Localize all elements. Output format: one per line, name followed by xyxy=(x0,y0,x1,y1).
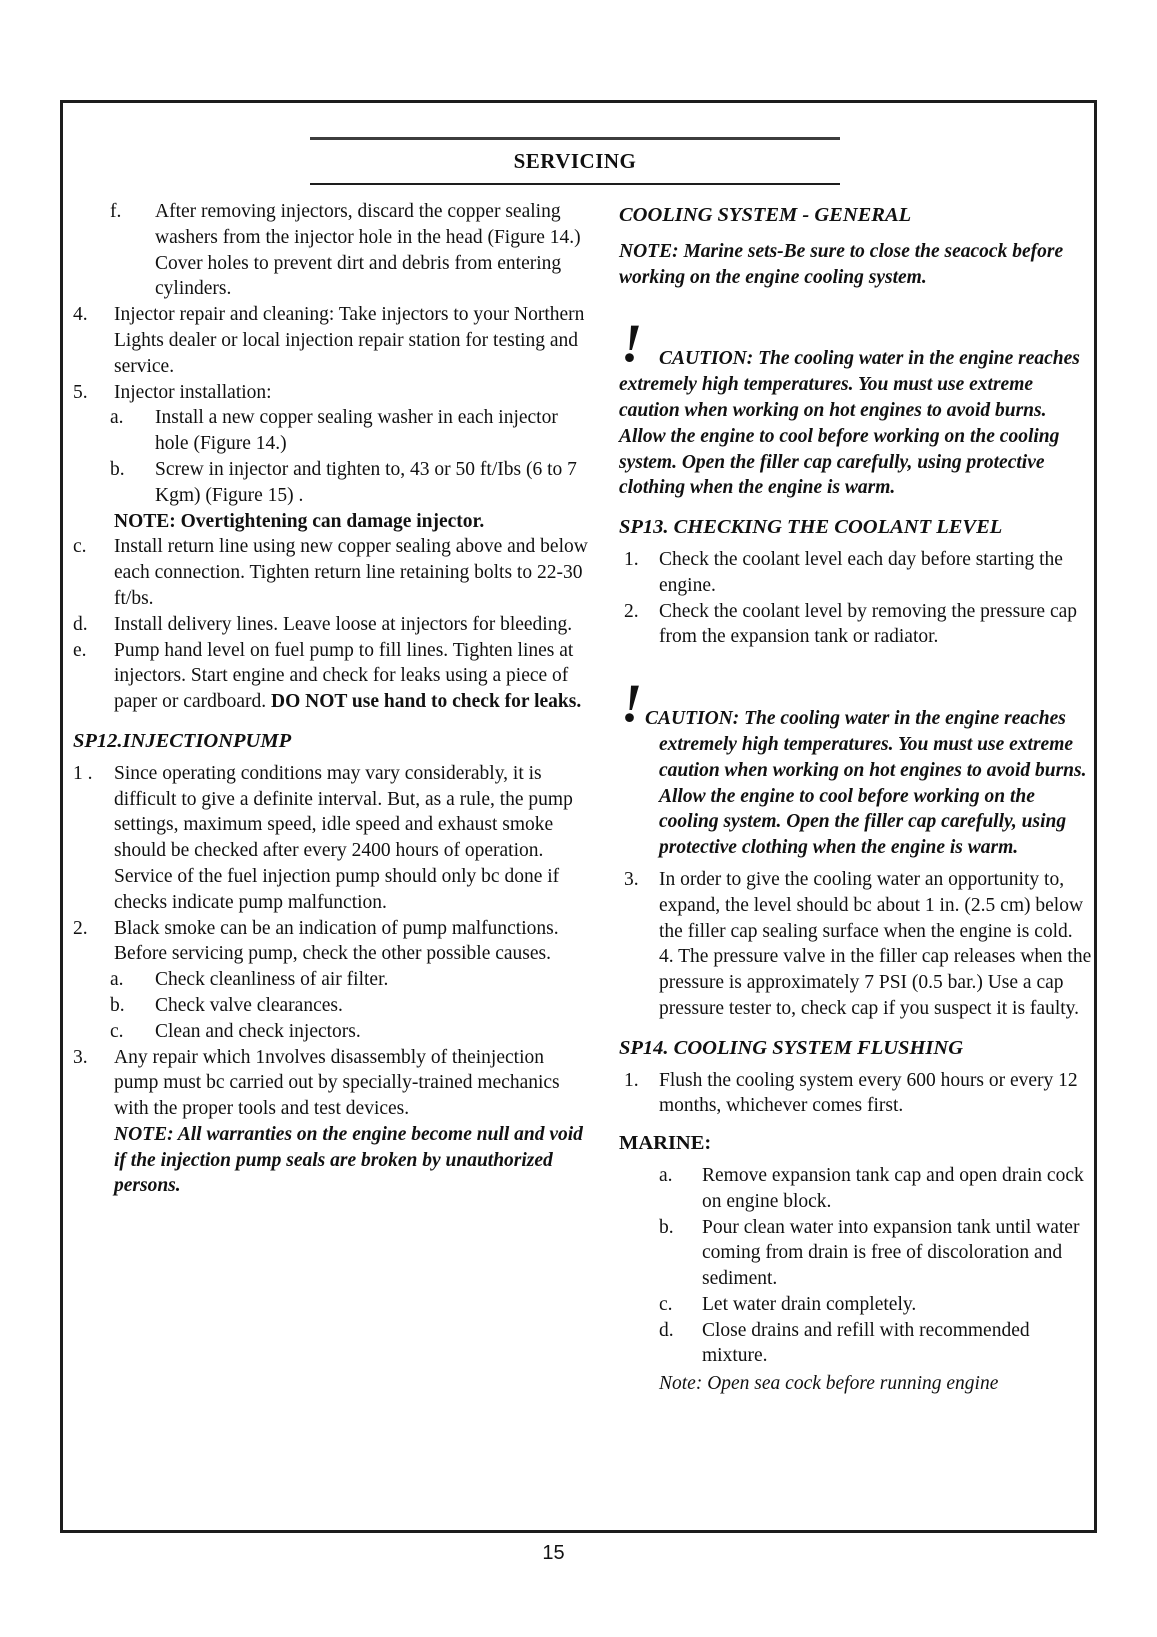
list-marker: 3. xyxy=(624,868,639,890)
list-marker: b. xyxy=(110,458,125,480)
list-text: Injector repair and cleaning: Take injectors to your Northern Lights dealer or local injection repair station for testing and service. xyxy=(114,304,585,377)
list-marker: a. xyxy=(110,407,124,429)
list-text: Close drains and refill with recommended mixture. xyxy=(702,1319,1030,1367)
list-marker: 3. xyxy=(73,1046,88,1068)
sp13-item-3 xyxy=(619,867,1092,1022)
list-marker: 2. xyxy=(73,917,88,939)
list-text: Screw in injector and tighten to, 43 or 50 ft/Ibs (6 to 7 Kgm) (Figure 15) . xyxy=(155,458,577,506)
sp14-item-1 xyxy=(619,1068,1092,1120)
caution-block-sp13 xyxy=(619,673,1092,861)
page-number: 15 xyxy=(542,1542,565,1564)
list-marker: 2. xyxy=(624,600,639,622)
list-text: In order to give the cooling water an opportunity to, expand, the level should bc about 1 in. (2.5 cm) below the filler cap sealing surface when the engine is cold. 4. The pressure valve in the filler cap releases when the pressure is approximately 7 PSI (0.5 bar.) Use a cap pressure tester to, check cap if you suspect it is faulty. xyxy=(659,868,1092,1019)
list-text: Remove expansion tank cap and open drain cock on engine block. xyxy=(702,1164,1084,1212)
sp12-item-3 xyxy=(73,1045,590,1200)
list-text: Check valve clearances. xyxy=(155,994,343,1016)
section-heading-sp12: SP12.INJECTIONPUMP xyxy=(73,729,292,752)
note-overtightening xyxy=(73,509,590,535)
list-marker: d. xyxy=(73,613,88,635)
list-text: Install delivery lines. Leave loose at injectors for bleeding. xyxy=(114,613,573,635)
sp12-item-2 xyxy=(73,916,590,968)
sp12-item-1 xyxy=(73,761,590,916)
page-border xyxy=(60,100,1097,1533)
list-marker: b. xyxy=(110,994,125,1016)
list-text: Clean and check injectors. xyxy=(155,1020,361,1042)
caution-block-general xyxy=(619,313,1092,501)
sp12-item-2c xyxy=(73,1019,590,1045)
list-item-4 xyxy=(73,302,590,379)
list-text: Pour clean water into expansion tank until water coming from drain is free of discoloration and sediment. xyxy=(702,1216,1080,1290)
list-marker: b. xyxy=(659,1216,674,1238)
list-item-d xyxy=(73,612,590,638)
list-text: Check the coolant level each day before starting the engine. xyxy=(659,548,1063,596)
list-item-5 xyxy=(73,380,590,406)
section-heading-cooling-general: COOLING SYSTEM - GENERAL xyxy=(619,204,912,226)
header-rule-bottom xyxy=(310,183,840,185)
list-text: Since operating conditions may vary considerably, it is difficult to give a definite interval. But, as a rule, the pump settings, maximum speed, idle speed and exhaust smoke should be checked after every 2400 hours of operation. Service of the fuel injection pump should only bc done if checks indicate pump malfunction. xyxy=(114,762,573,913)
list-text: Install return line using new copper sealing above and below each connection. Tighten return line retaining bolts to 22-30 ft/bs. xyxy=(114,536,588,609)
marine-item-c xyxy=(619,1292,1092,1318)
list-marker: 1 . xyxy=(73,762,93,784)
list-text-normal: Pump hand level on fuel pump to fill lines. Tighten lines at injectors. Start engine and check for leaks using a piece of paper or cardboard. xyxy=(114,639,574,713)
list-text-bold: DO NOT use hand to check for leaks. xyxy=(271,691,582,713)
list-marker: a. xyxy=(110,969,124,991)
list-text: After removing injectors, discard the copper sealing washers from the injector hole in the head (Figure 14.) Cover holes to prevent dirt and debris from entering cylinders. xyxy=(155,201,581,300)
note-text: NOTE: Overtightening can damage injector. xyxy=(114,510,485,532)
list-text-normal: Any repair which 1nvolves disassembly of theinjection pump must bc carried out by specially-trained mechanics with the proper tools and test devices. xyxy=(114,1046,560,1120)
caution-text: CAUTION: The cooling water in the engine reaches extremely high temperatures. You must use extreme caution when working on hot engines to avoid burns. Allow the engine to cool before working on the cooling system. Open the filler cap carefully, using protective clothing when the engine is warm. xyxy=(619,348,1080,499)
list-text: Black smoke can be an indication of pump malfunctions. Before servicing pump, check the other possible causes. xyxy=(114,917,559,965)
list-marker: 1. xyxy=(624,1069,639,1091)
section-heading-sp13: SP13. CHECKING THE COOLANT LEVEL xyxy=(619,516,1003,539)
marine-seacock-note: NOTE: Marine sets-Be sure to close the seacock before working on the engine cooling system. xyxy=(619,240,1064,288)
list-text: Let water drain completely. xyxy=(702,1293,917,1315)
list-marker: c. xyxy=(659,1293,673,1315)
list-marker: c. xyxy=(73,536,87,558)
list-text: Install a new copper sealing washer in each injector hole (Figure 14.) xyxy=(155,407,558,455)
list-text: Flush the cooling system every 600 hours or every 12 months, whichever comes first. xyxy=(659,1069,1078,1117)
list-marker: a. xyxy=(659,1164,673,1186)
list-item-c xyxy=(73,534,590,611)
marine-item-b xyxy=(619,1215,1092,1292)
list-item-e xyxy=(73,638,590,715)
list-marker: c. xyxy=(110,1020,124,1042)
left-column xyxy=(73,199,590,1199)
sp12-item-2b xyxy=(73,993,590,1019)
sp12-item-2a xyxy=(73,967,590,993)
marine-item-a xyxy=(619,1163,1092,1215)
list-marker: e. xyxy=(73,639,87,661)
list-item-f xyxy=(73,199,590,302)
list-text: Check the coolant level by removing the pressure cap from the expansion tank or radiator. xyxy=(659,600,1078,648)
section-heading-sp14: SP14. COOLING SYSTEM FLUSHING xyxy=(619,1036,963,1059)
right-column xyxy=(619,203,1092,1397)
warranty-note: NOTE: All warranties on the engine become null and void if the injection pump seals are broken by unauthorized persons. xyxy=(114,1123,583,1197)
list-marker: f. xyxy=(110,201,122,222)
list-item-5a xyxy=(73,405,590,457)
sea-cock-note: Note: Open sea cock before running engine xyxy=(659,1373,999,1395)
caution-text: CAUTION: The cooling water in the engine reaches extremely high temperatures. You must use extreme caution when working on hot engines to avoid burns. Allow the engine to cool before working on the cooling system. Open the filler cap carefully, using protective clothing when the engine is warm. xyxy=(645,708,1087,859)
list-text xyxy=(114,638,590,715)
sp13-item-1 xyxy=(619,547,1092,599)
list-marker: 1. xyxy=(624,548,639,570)
list-text: Injector installation: xyxy=(114,381,272,403)
page-header xyxy=(310,137,840,185)
list-marker: d. xyxy=(659,1319,674,1341)
list-marker: 5. xyxy=(73,381,88,403)
exclamation-icon: ! xyxy=(621,313,643,374)
list-item-5b xyxy=(73,457,590,509)
list-marker xyxy=(73,509,114,535)
sp13-item-2 xyxy=(619,599,1092,651)
page-title: SERVICING xyxy=(513,149,637,173)
list-text xyxy=(114,1045,590,1200)
marine-item-d xyxy=(619,1318,1092,1370)
exclamation-icon: ! xyxy=(621,673,643,734)
list-marker: 4. xyxy=(73,304,88,326)
marine-heading: MARINE: xyxy=(619,1132,712,1155)
list-text: Check cleanliness of air filter. xyxy=(155,969,389,991)
